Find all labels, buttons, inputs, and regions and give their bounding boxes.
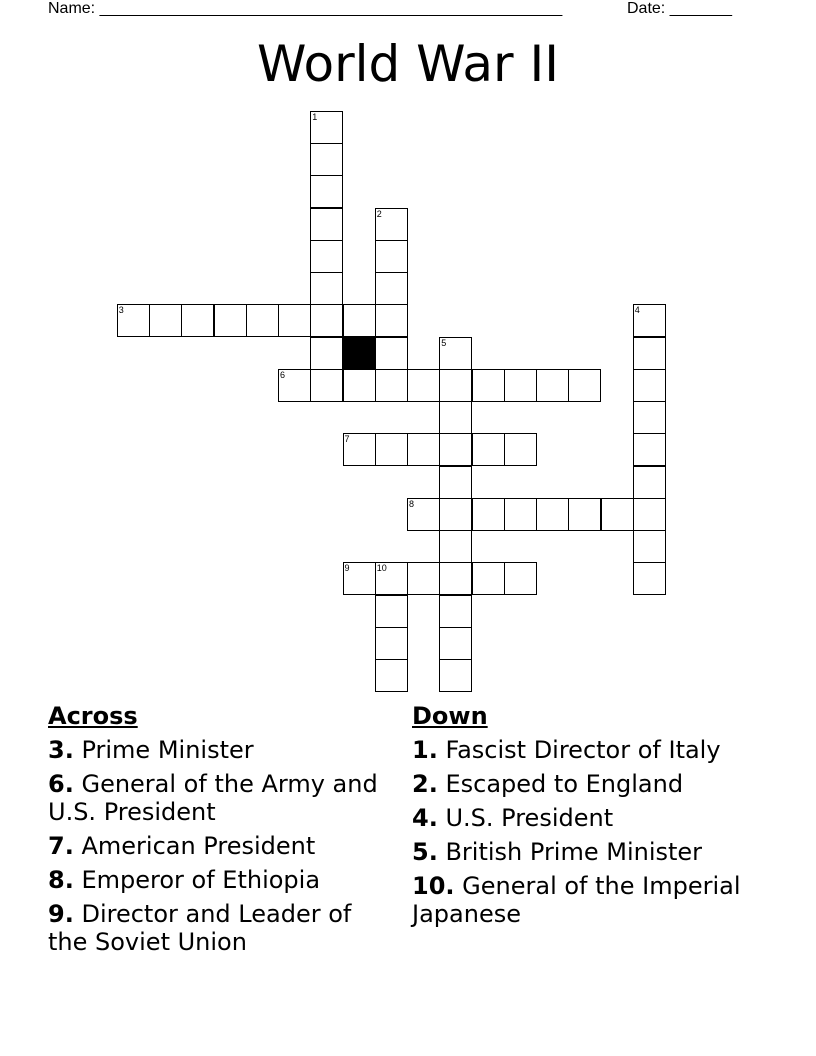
crossword-cell[interactable] xyxy=(407,433,440,466)
crossword-cell[interactable] xyxy=(504,433,537,466)
crossword-cell[interactable] xyxy=(310,304,343,337)
down-clues xyxy=(412,702,742,934)
across-heading: Across xyxy=(48,702,138,730)
clue-number: 4. xyxy=(412,804,438,832)
crossword-cell[interactable] xyxy=(633,337,666,370)
crossword-cell[interactable] xyxy=(310,143,343,176)
crossword-cell[interactable] xyxy=(439,530,472,563)
crossword-cell[interactable] xyxy=(375,562,408,595)
crossword-cell[interactable] xyxy=(375,272,408,305)
cell-number: 5 xyxy=(441,337,447,348)
crossword-cell[interactable] xyxy=(439,562,472,595)
crossword-cell[interactable] xyxy=(439,498,472,531)
crossword-cell[interactable] xyxy=(568,369,601,402)
name-line[interactable]: Name: ____________________________________________________ xyxy=(48,0,563,17)
cell-number: 6 xyxy=(280,369,286,380)
crossword-cell[interactable] xyxy=(343,369,376,402)
cell-number: 9 xyxy=(344,563,350,574)
crossword-block-cell xyxy=(343,337,376,370)
crossword-cell[interactable] xyxy=(310,337,343,370)
clue-across-9 xyxy=(48,900,378,956)
clue-text: Fascist Director of Italy xyxy=(445,736,721,764)
page-title: World War II xyxy=(256,35,559,93)
clue-down-1 xyxy=(412,736,742,764)
crossword-cell[interactable] xyxy=(601,498,634,531)
crossword-cell[interactable] xyxy=(246,304,279,337)
crossword-cell[interactable] xyxy=(407,562,440,595)
clue-across-6 xyxy=(48,770,378,826)
crossword-cell[interactable] xyxy=(439,433,472,466)
crossword-cell[interactable] xyxy=(375,659,408,692)
down-heading: Down xyxy=(412,702,488,730)
crossword-cell[interactable] xyxy=(633,562,666,595)
crossword-cell[interactable] xyxy=(472,369,505,402)
cell-number: 10 xyxy=(376,563,387,574)
clue-number: 7. xyxy=(48,832,74,860)
crossword-cell[interactable] xyxy=(278,369,311,402)
crossword-cell[interactable] xyxy=(633,369,666,402)
crossword-cell[interactable] xyxy=(407,498,440,531)
clue-text: Escaped to England xyxy=(445,770,684,798)
crossword-cell[interactable] xyxy=(310,240,343,273)
crossword-cell[interactable] xyxy=(439,627,472,660)
clue-number: 2. xyxy=(412,770,438,798)
crossword-cell[interactable] xyxy=(439,595,472,628)
crossword-cell[interactable] xyxy=(407,369,440,402)
clue-text: American President xyxy=(81,832,316,860)
crossword-cell[interactable] xyxy=(278,304,311,337)
crossword-cell[interactable] xyxy=(633,498,666,531)
clue-text: General of the Imperial Japanese xyxy=(412,872,741,928)
crossword-cell[interactable] xyxy=(375,337,408,370)
crossword-cell[interactable] xyxy=(375,433,408,466)
clue-down-2 xyxy=(412,770,742,798)
clue-across-3 xyxy=(48,736,378,764)
cell-number: 1 xyxy=(312,111,318,122)
clue-text: General of the Army and U.S. President xyxy=(48,770,378,826)
crossword-cell[interactable] xyxy=(472,498,505,531)
crossword-cell[interactable] xyxy=(504,498,537,531)
cell-number: 2 xyxy=(376,208,382,219)
clue-number: 1. xyxy=(412,736,438,764)
clue-down-4 xyxy=(412,804,742,832)
clue-down-5 xyxy=(412,838,742,866)
crossword-cell[interactable] xyxy=(633,466,666,499)
crossword-cell[interactable] xyxy=(504,562,537,595)
crossword-cell[interactable] xyxy=(568,498,601,531)
clue-text: U.S. President xyxy=(445,804,614,832)
clue-number: 5. xyxy=(412,838,438,866)
crossword-cell[interactable] xyxy=(633,401,666,434)
crossword-cell[interactable] xyxy=(472,433,505,466)
crossword-cell[interactable] xyxy=(343,562,376,595)
crossword-cell[interactable] xyxy=(181,304,214,337)
crossword-cell[interactable] xyxy=(375,595,408,628)
clue-text: Prime Minister xyxy=(81,736,254,764)
crossword-cell[interactable] xyxy=(375,369,408,402)
cell-number: 7 xyxy=(344,434,350,445)
crossword-cell[interactable] xyxy=(343,433,376,466)
crossword-cell[interactable] xyxy=(504,369,537,402)
crossword-cell[interactable] xyxy=(310,208,343,241)
clue-text: Director and Leader of the Soviet Union xyxy=(48,900,352,956)
crossword-cell[interactable] xyxy=(375,208,408,241)
clue-down-10 xyxy=(412,872,742,928)
across-clues xyxy=(48,702,378,962)
crossword-cell[interactable] xyxy=(149,304,182,337)
clue-number: 3. xyxy=(48,736,74,764)
crossword-cell[interactable] xyxy=(439,466,472,499)
date-line[interactable]: Date: _______ xyxy=(627,0,732,17)
crossword-cell[interactable] xyxy=(633,530,666,563)
crossword-cell[interactable] xyxy=(439,337,472,370)
crossword-cell[interactable] xyxy=(439,369,472,402)
crossword-cell[interactable] xyxy=(310,272,343,305)
clue-number: 10. xyxy=(412,872,455,900)
cell-number: 3 xyxy=(118,305,124,316)
clue-text: Emperor of Ethiopia xyxy=(81,866,321,894)
clue-across-7 xyxy=(48,832,378,860)
crossword-cell[interactable] xyxy=(117,304,150,337)
crossword-cell[interactable] xyxy=(439,659,472,692)
cell-number: 4 xyxy=(634,305,640,316)
crossword-cell[interactable] xyxy=(214,304,247,337)
clue-number: 6. xyxy=(48,770,74,798)
crossword-cell[interactable] xyxy=(536,369,569,402)
crossword-cell[interactable] xyxy=(375,304,408,337)
crossword-cell[interactable] xyxy=(472,562,505,595)
clue-number: 8. xyxy=(48,866,74,894)
crossword-cell[interactable] xyxy=(633,304,666,337)
cell-number: 8 xyxy=(409,498,415,509)
crossword-cell[interactable] xyxy=(439,401,472,434)
crossword-cell[interactable] xyxy=(375,627,408,660)
crossword-cell[interactable] xyxy=(633,433,666,466)
clue-number: 9. xyxy=(48,900,74,928)
crossword-cell[interactable] xyxy=(310,175,343,208)
clue-across-8 xyxy=(48,866,378,894)
crossword-cell[interactable] xyxy=(343,304,376,337)
crossword-cell[interactable] xyxy=(310,111,343,144)
crossword-cell[interactable] xyxy=(536,498,569,531)
crossword-cell[interactable] xyxy=(310,369,343,402)
crossword-cell[interactable] xyxy=(375,240,408,273)
clue-text: British Prime Minister xyxy=(445,838,703,866)
